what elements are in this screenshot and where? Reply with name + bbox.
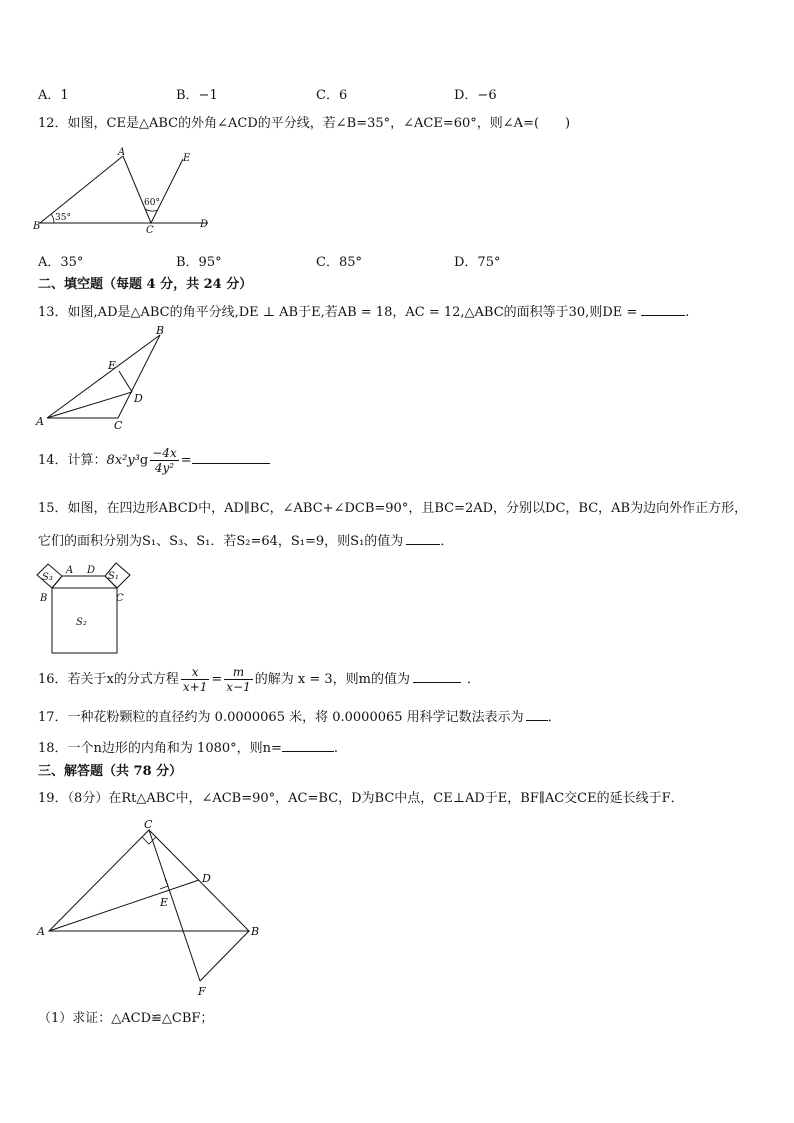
q19-label-b: B: [251, 925, 260, 938]
q14-expr: 8x²y³: [106, 453, 140, 468]
q12-label-a: A: [118, 147, 126, 158]
q15-end: ．: [440, 534, 454, 549]
q12-angle-b: 35°: [55, 213, 71, 223]
q12-label-c: C: [146, 225, 154, 236]
q12-option-d: D．75°: [454, 255, 501, 270]
q18-text: 18．一个n边形的内角和为 1080°，则n=: [38, 741, 282, 756]
q13-text: 13．如图,AD是△ABC的角平分线,DE ⊥ AB于E,若AB = 18，AC = 12,△ABC的面积等于30,则DE =: [38, 305, 638, 320]
q19-label-d: D: [202, 872, 211, 885]
q14-fraction: [150, 446, 178, 475]
q18-answer-blank[interactable]: [282, 738, 334, 752]
q19-label-e: E: [160, 896, 169, 909]
q15-label-a: A: [66, 565, 74, 576]
q16-frac1-num: x: [181, 665, 209, 680]
q18-question: [38, 738, 338, 758]
q13-label-d: D: [134, 392, 143, 405]
q15-label-s3: S₃: [42, 572, 53, 583]
q16-end: ．: [466, 672, 480, 687]
q13-label-e: E: [108, 359, 117, 372]
q19-label-a: A: [37, 925, 45, 938]
q13-question: [38, 302, 689, 322]
q15-label-b: B: [40, 593, 48, 604]
q15-label-d: D: [87, 565, 96, 576]
q12-label-d: D: [200, 219, 209, 230]
q11-option-a: A．1: [38, 88, 69, 103]
q14-answer-blank[interactable]: [192, 450, 270, 464]
q11-option-c: C．6: [316, 88, 348, 103]
q15-label-c: C: [116, 593, 124, 604]
q13-figure: [32, 322, 177, 430]
q14-question: [38, 446, 270, 476]
q18-end: .: [333, 741, 339, 756]
q16-question: [38, 664, 480, 696]
q15-label-s1: S₁: [108, 571, 119, 582]
q12-label-e: E: [183, 153, 191, 164]
q16-frac1-den: x+1: [182, 680, 208, 694]
q16-prefix: 16．若关于x的分式方程: [38, 672, 179, 687]
q12-option-a: A．35°: [38, 255, 84, 270]
section2-title: 二、填空题（每题 4 分，共 24 分）: [38, 277, 253, 292]
q19-label-c: C: [144, 818, 153, 831]
q14-prefix: 14．计算：: [38, 453, 107, 468]
q17-question: [38, 707, 561, 727]
q12-label-b: B: [33, 221, 41, 232]
q19-figure: [34, 814, 274, 1002]
q16-frac2-num: m: [224, 665, 252, 680]
q15-line1: 15．如图，在四边形ABCD中，AD∥BC，∠ABC+∠DCB=90°，且BC=2AD，分别以DC，BC，AB为边向外作正方形，: [38, 501, 748, 516]
q15-figure: [34, 558, 136, 658]
q12-option-b: B．95°: [176, 255, 222, 270]
q19-question: 19．（8分）在Rt△ABC中，∠ACB=90°，AC=BC，D为BC中点，CE⊥AD于E，BF∥AC交CE的延长线于F．: [38, 791, 684, 806]
q15-line2-wrap: [38, 531, 453, 551]
q15-line2: 它们的面积分别为S₁、S₃、S₁．若S₂=64，S₁=9，则S₁的值为: [38, 534, 404, 549]
q13-end: .: [685, 305, 690, 320]
q16-fraction-1: [181, 665, 209, 694]
q16-eq: =: [211, 672, 223, 687]
q16-fraction-2: [224, 665, 252, 694]
q13-answer-blank[interactable]: [641, 302, 685, 316]
q11-option-d: D．−6: [454, 88, 497, 103]
q13-label-a: A: [36, 415, 44, 428]
q17-answer-blank[interactable]: [526, 707, 548, 721]
q19-sub1: （1）求证：△ACD≌△CBF；: [38, 1011, 214, 1026]
q14-eq: =: [180, 453, 192, 468]
q16-frac2-den: x−1: [226, 680, 251, 694]
q16-answer-blank[interactable]: [413, 669, 461, 683]
q17-end: ．: [547, 710, 561, 725]
q15-answer-blank[interactable]: [406, 531, 440, 545]
q14-frac-den: 4y²: [154, 461, 175, 475]
q17-text: 17．一种花粉颗粒的直径约为 0.0000065 米，将 0.0000065 用科学记数法表示为: [38, 710, 524, 725]
q13-label-b: B: [156, 324, 165, 337]
q13-label-c: C: [114, 419, 123, 432]
q12-option-c: C．85°: [316, 255, 362, 270]
q12-figure: [30, 145, 220, 237]
q12-angle-c: 60°: [144, 198, 160, 208]
q14-mid: g: [139, 453, 149, 468]
q12-question: 12．如图，CE是△ABC的外角∠ACD的平分线，若∠B=35°，∠ACE=60°，则∠A=( ): [38, 116, 571, 131]
q15-label-s2: S₂: [76, 617, 87, 628]
section3-title: 三、解答题（共 78 分）: [38, 764, 183, 779]
q14-frac-num: −4x: [152, 446, 177, 460]
q16-suffix: 的解为 x = 3，则m的值为: [254, 672, 410, 687]
q19-label-f: F: [198, 985, 206, 998]
q11-option-b: B．−1: [176, 88, 218, 103]
